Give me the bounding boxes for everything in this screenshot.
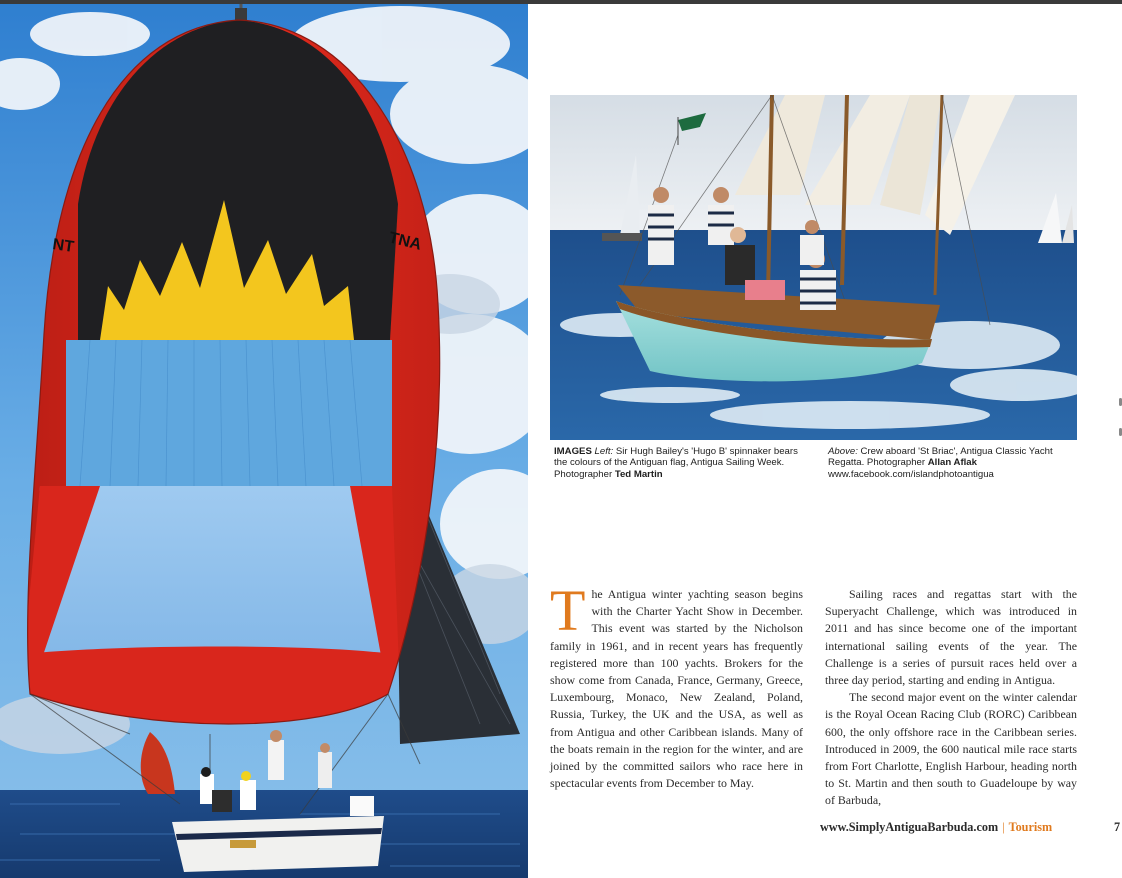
caption-right — [828, 446, 1068, 480]
article-column-1 — [550, 578, 803, 792]
caption-right-photographer: Allan Aflak — [927, 457, 977, 469]
caption-right-url[interactable]: www.facebook.com/islandphotoantigua — [828, 468, 994, 480]
caption-left — [554, 446, 810, 480]
article-paragraph-3: The second major event on the winter calendar is the Royal Ocean Racing Club (RORC) Caribbean 600, the only offshore race in the Caribbean series. Introduced in 2009, the 600 nautical mile race starts from Fort Charlotte, English Harbour, heading north to St. Martin and then south to Guadeloupe by way of Barbuda, — [825, 690, 1077, 808]
sail-letters-right: TNA — [387, 229, 424, 254]
footer-separator: | — [1002, 820, 1005, 834]
spinnaker-photo — [0, 4, 528, 878]
article-paragraph-1 — [550, 578, 803, 792]
drop-cap: T — [550, 578, 586, 643]
caption-left-text: Sir Hugh Bailey's 'Hugo B' spinnaker bears the colours of the Antiguan flag, Antigua Sailing Week. Photographer — [554, 446, 798, 480]
footer-website[interactable]: www.SimplyAntiguaBarbuda.com — [820, 820, 999, 834]
page-number: 7 — [1114, 820, 1121, 834]
sail-letters-left: NT — [51, 236, 75, 256]
caption-left-direction: Left: — [594, 446, 614, 457]
caption-right-text: Crew aboard 'St Briac', Antigua Classic Yacht Regatta. Photographer — [828, 446, 1053, 469]
classic-yacht-photo — [550, 95, 1077, 440]
page-footer — [820, 820, 1052, 835]
article-paragraph-2: Sailing races and regattas start with the Superyacht Challenge, which was introduced in 2011 and has since become one of the important international sailing events of the year. The Challenge is a series of pursuit races held over a three day period, starting and ending in Antigua. — [825, 587, 1077, 688]
article-column-2 — [825, 586, 1077, 810]
caption-right-direction: Above: — [828, 446, 858, 457]
caption-images-label: IMAGES — [554, 446, 592, 457]
caption-left-photographer: Ted Martin — [614, 468, 663, 480]
footer-section: Tourism — [1008, 820, 1053, 834]
article-paragraph-1-text: he Antigua winter yachting season begins with the Charter Yacht Show in December. This event was started by the Nicholson family in 1961, and in recent years has frequently registered more than 100 yachts. Brokers for the show come from Canada, France, Germany, Greece, Luxembourg, Monaco, New Zealand, Poland, Russia, Turkey, the UK and the USA, as well as from Antigua and other Caribbean islands. Many of the boats remain in the region for the winter, and are joined by the committed sailors who race here in spectacular events from December to May. — [550, 587, 803, 791]
